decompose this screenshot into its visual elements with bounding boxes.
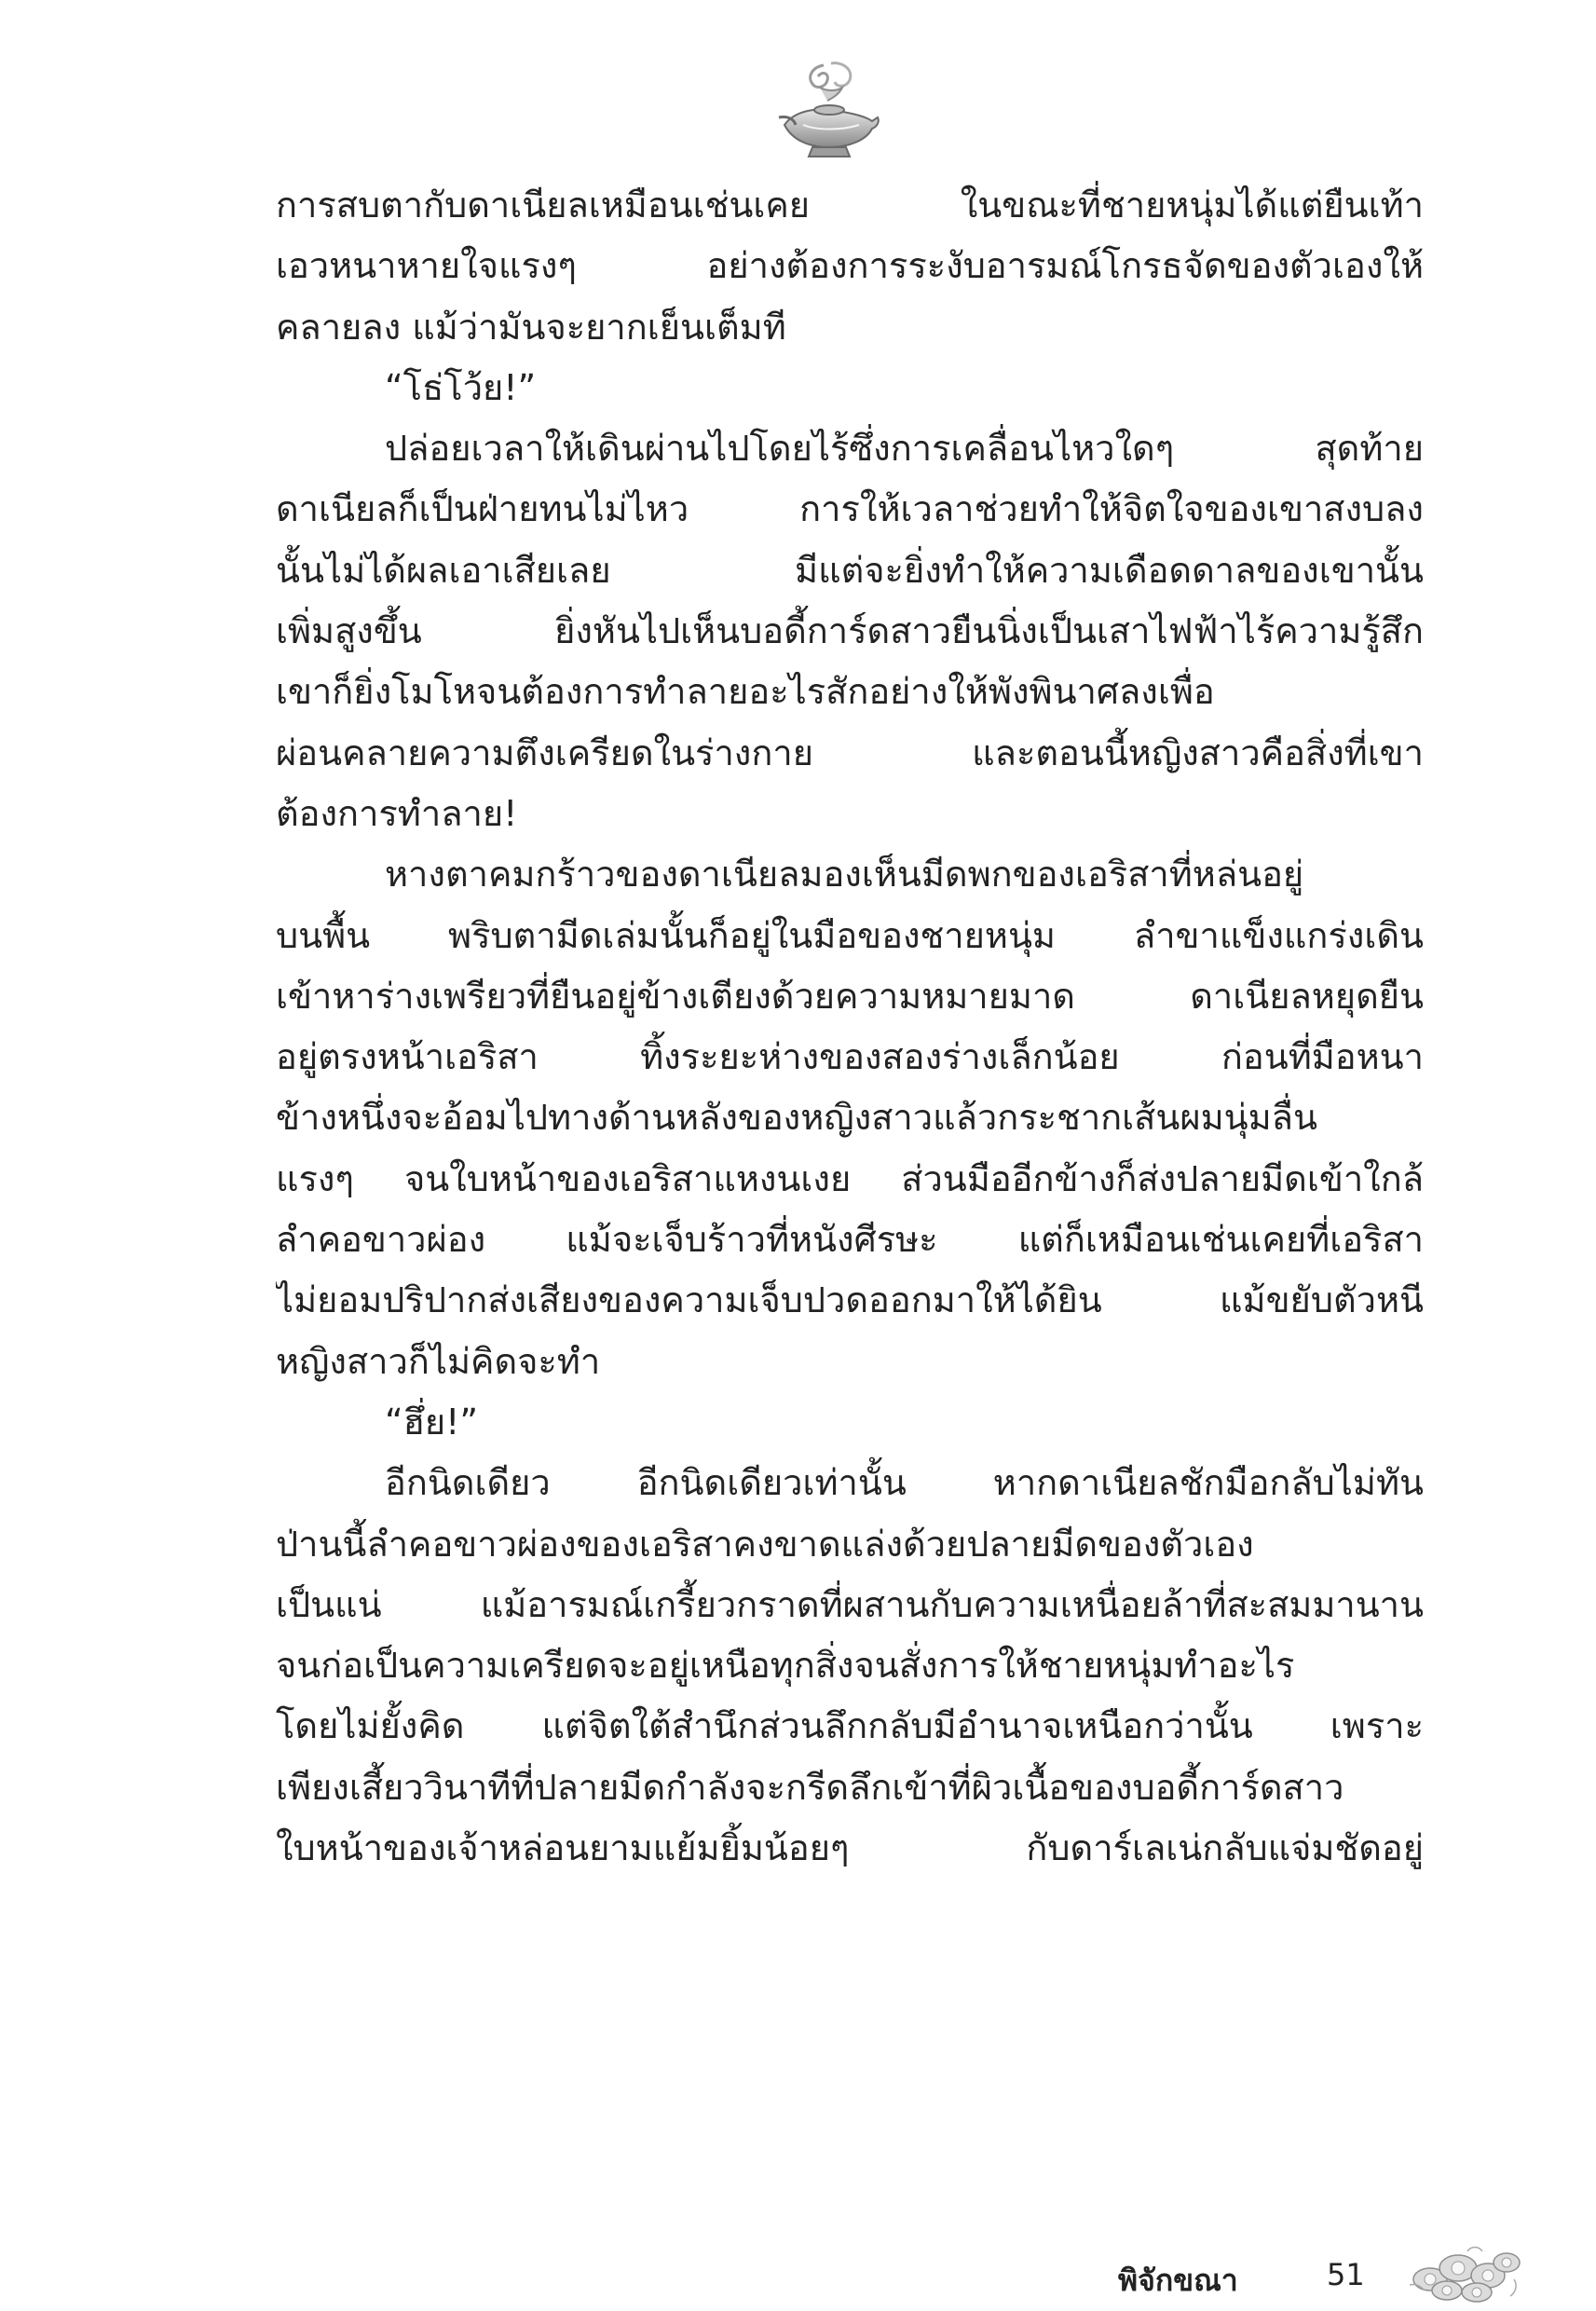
text-line: “ฮึ่ย!” — [385, 1401, 479, 1443]
text-line: เพิ่มสูงขึ้น ยิ่งหันไปเห็นบอดี้การ์ดสาวยืนนิ่งเป็นเสาไฟฟ้าไร้ความรู้สึก — [276, 610, 1424, 652]
text-line: จนก่อเป็นความเครียดจะอยู่เหนือทุกสิ่งจนสั่งการให้ชายหนุ่มทำอะไร — [276, 1645, 1295, 1687]
text-line: หางตาคมกร้าวของดาเนียลมองเห็นมีดพกของเอริสาที่หล่นอยู่ — [385, 854, 1304, 896]
text-line: โดยไม่ยั้งคิด แต่จิตใต้สำนึกส่วนลึกกลับมีอำนาจเหนือกว่านั้น เพราะ — [276, 1705, 1424, 1747]
text-line: ดาเนียลก็เป็นฝ่ายทนไม่ไหว การให้เวลาช่วยทำให้จิตใจของเขาสงบลง — [276, 488, 1424, 530]
text-line: ใบหน้าของเจ้าหล่อนยามแย้มยิ้มน้อยๆ กับดาร์เลเน่กลับแจ่มชัดอยู่ — [276, 1827, 1424, 1869]
magic-lamp-icon — [775, 60, 883, 162]
text-line: เข้าหาร่างเพรียวที่ยืนอยู่ข้างเตียงด้วยความหมายมาด ดาเนียลหยุดยืน — [276, 975, 1424, 1017]
text-line: ข้างหนึ่งจะอ้อมไปทางด้านหลังของหญิงสาวแล้วกระชากเส้นผมนุ่มลื่น — [276, 1097, 1317, 1139]
text-line: เพียงเสี้ยววินาทีที่ปลายมีดกำลังจะกรีดลึกเข้าที่ผิวเนื้อของบอดี้การ์ดสาว — [276, 1766, 1344, 1808]
text-line: หญิงสาวก็ไม่คิดจะทำ — [276, 1340, 601, 1382]
text-line: ป่านนี้ลำคอขาวผ่องของเอริสาคงขาดแล่งด้วยปลายมีดของตัวเอง — [276, 1523, 1254, 1565]
text-line: เขาก็ยิ่งโมโหจนต้องการทำลายอะไรสักอย่างให้พังพินาศลงเพื่อ — [276, 671, 1215, 713]
page-number: 51 — [1327, 2257, 1365, 2292]
running-title: พิจักขณา — [1118, 2263, 1238, 2298]
body-text — [276, 175, 1424, 1879]
page-footer — [1062, 2255, 1565, 2302]
text-line: ผ่อนคลายความตึงเครียดในร่างกาย และตอนนี้หญิงสาวคือสิ่งที่เขา — [276, 732, 1424, 773]
text-line: เป็นแน่ แม้อารมณ์เกรี้ยวกราดที่ผสานกับความเหนื่อยล้าที่สะสมมานาน — [276, 1583, 1424, 1625]
text-line: บนพื้น พริบตามีดเล่มนั้นก็อยู่ในมือของชายหนุ่ม ลำขาแข็งแกร่งเดิน — [276, 914, 1424, 956]
text-line: นั้นไม่ได้ผลเอาเสียเลย มีแต่จะยิ่งทำให้ความเดือดดาลของเขานั้น — [276, 549, 1424, 591]
text-line: แรงๆ จนใบหน้าของเอริสาแหงนเงย ส่วนมืออีกข้างก็ส่งปลายมีดเข้าใกล้ — [276, 1157, 1424, 1199]
text-line: ปล่อยเวลาให้เดินผ่านไปโดยไร้ซึ่งการเคลื่อนไหวใดๆ สุดท้าย — [385, 428, 1424, 470]
text-line: อีกนิดเดียว อีกนิดเดียวเท่านั้น หากดาเนียลชักมือกลับไม่ทัน — [385, 1462, 1424, 1504]
text-line: ไม่ยอมปริปากส่งเสียงของความเจ็บปวดออกมาให้ได้ยิน แม้ขยับตัวหนี — [276, 1279, 1424, 1321]
text-line: เอวหนาหายใจแรงๆ อย่างต้องการระงับอารมณ์โกรธจัดของตัวเองให้ — [276, 245, 1424, 287]
text-line: ต้องการทำลาย! — [276, 792, 518, 834]
text-line: ลำคอขาวผ่อง แม้จะเจ็บร้าวที่หนังศีรษะ แต่ก็เหมือนเช่นเคยที่เอริสา — [276, 1219, 1424, 1261]
text-line: คลายลง แม้ว่ามันจะยากเย็นเต็มที — [276, 306, 786, 348]
flower-bouquet-icon — [1402, 2242, 1523, 2305]
text-line: การสบตากับดาเนียลเหมือนเช่นเคย ในขณะที่ชายหนุ่มได้แต่ยืนเท้า — [276, 185, 1424, 226]
text-line: อยู่ตรงหน้าเอริสา ทิ้งระยะห่างของสองร่างเล็กน้อย ก่อนที่มือหนา — [276, 1036, 1424, 1078]
text-line: “โธ่โว้ย!” — [385, 366, 537, 408]
